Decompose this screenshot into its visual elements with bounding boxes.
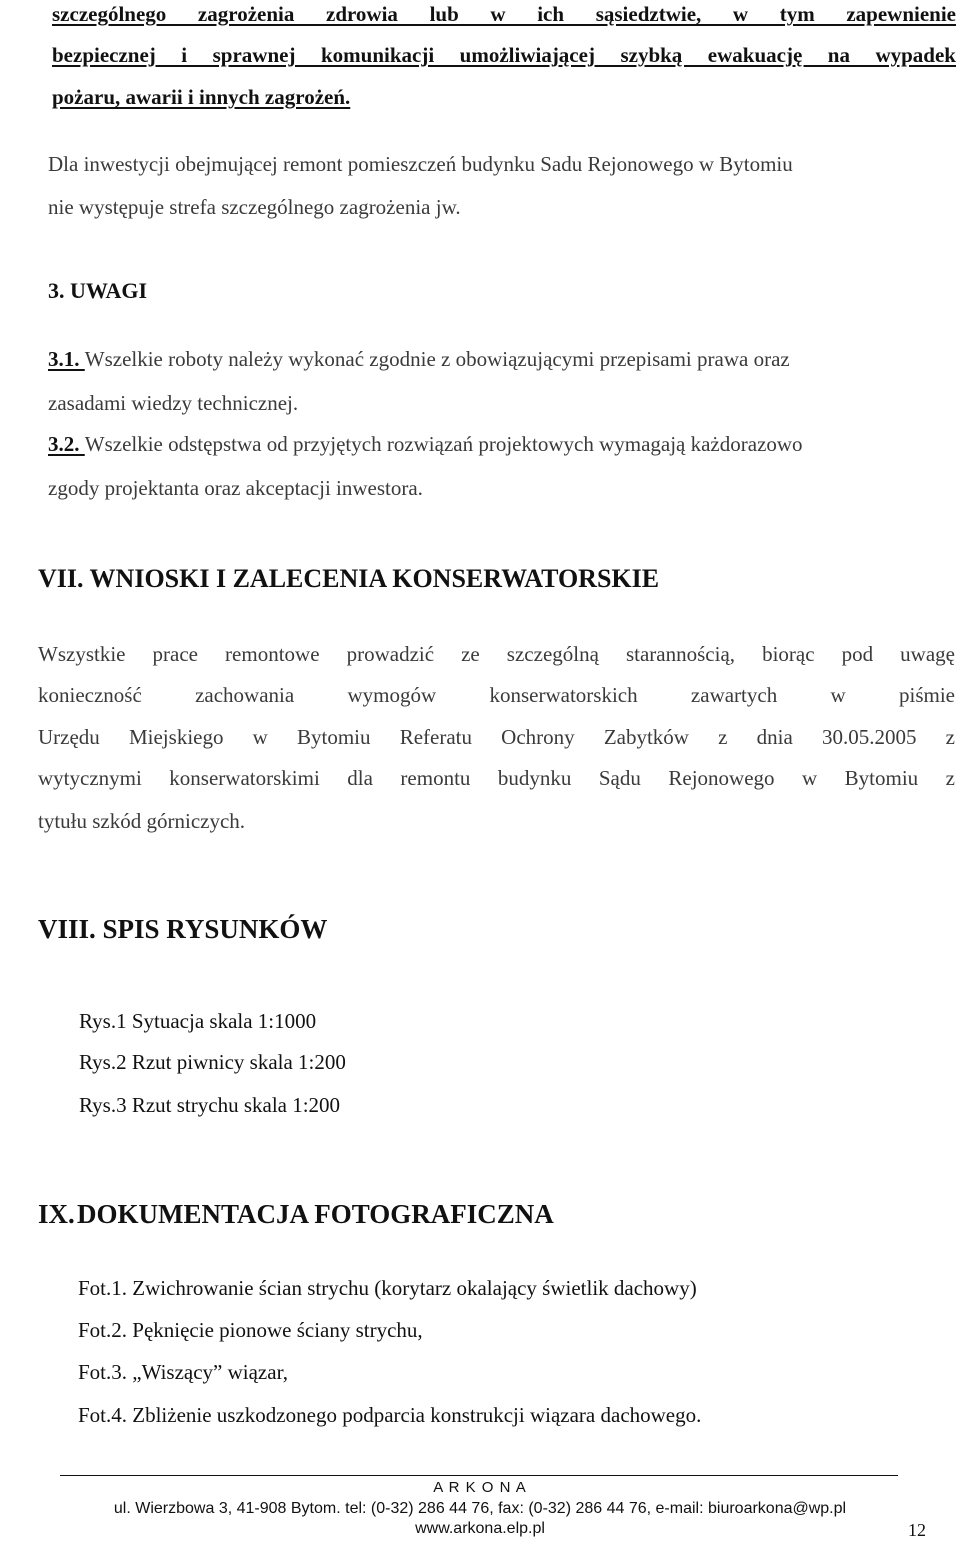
drawing-item-2: Rys.2 Rzut piwnicy skala 1:200 [79,1050,346,1074]
section-7-line-2: konieczność zachowania wymogów konserwatorskich zawartych w piśmie [38,683,955,707]
uwagi-item-1 [48,345,790,373]
section-7-line-5: tytułu szkód górniczych. [38,809,246,833]
section-9-number: IX. [38,1199,75,1229]
top-line-1: szczególnego zagrożenia zdrowia lub w ich sąsiedztwie, w tym zapewnienie [52,2,956,26]
section-7-line-3: Urzędu Miejskiego w Bytomiu Referatu Ochrony Zabytków z dnia 30.05.2005 z [38,725,955,749]
uwagi-heading: 3. UWAGI [48,278,148,303]
footer-address: ul. Wierzbowa 3, 41-908 Bytom. tel: (0-32) 286 44 76, fax: (0-32) 286 44 76, e-mail: biuroarkona@wp.pl [113,1500,847,1517]
top-line-2: bezpiecznej i sprawnej komunikacji umożliwiającej szybką ewakuację na wypadek [52,43,956,67]
footer-rule [60,1475,898,1476]
drawing-item-3: Rys.3 Rzut strychu skala 1:200 [79,1093,341,1117]
footer-website[interactable]: www.arkona.elp.pl [415,1520,545,1537]
uwagi-item-1-text: Wszelkie roboty należy wykonać zgodnie z obowiązującymi przepisami prawa oraz [84,347,790,371]
uwagi-item-1-cont: zasadami wiedzy technicznej. [48,391,299,415]
drawing-item-1: Rys.1 Sytuacja skala 1:1000 [79,1009,317,1033]
uwagi-item-1-number: 3.1. [48,347,80,371]
section-7-line-4: wytycznymi konserwatorskimi dla remontu budynku Sądu Rejonowego w Bytomiu z [38,766,955,790]
uwagi-item-2-cont: zgody projektanta oraz akceptacji inwestora. [48,476,423,500]
section-9-title: DOKUMENTACJA FOTOGRAFICZNA [77,1199,554,1229]
page-number: 12 [908,1520,926,1540]
uwagi-item-2-text: Wszelkie odstępstwa od przyjętych rozwiązań projektowych wymagają każdorazowo [84,432,803,456]
section-8-heading: VIII. SPIS RYSUNKÓW [38,914,328,944]
top-line-3: pożaru, awarii i innych zagrożeń. [52,85,351,109]
photo-item-1: Fot.1. Zwichrowanie ścian strychu (korytarz okalający świetlik dachowy) [78,1276,697,1300]
uwagi-item-2 [48,430,803,458]
section-7-line-1: Wszystkie prace remontowe prowadzić ze szczególną starannością, biorąc pod uwagę [38,642,955,666]
para-line-2: nie występuje strefa szczególnego zagrożenia jw. [48,195,461,219]
photo-item-3: Fot.3. „Wiszący” wiązar, [78,1360,288,1384]
photo-item-2: Fot.2. Pęknięcie pionowe ściany strychu, [78,1318,423,1342]
section-7-heading: VII. WNIOSKI I ZALECENIA KONSERWATORSKIE [38,564,660,593]
uwagi-item-2-number: 3.2. [48,432,80,456]
photo-item-4: Fot.4. Zbliżenie uszkodzonego podparcia konstrukcji wiązara dachowego. [78,1403,702,1427]
footer-company: A R K O N A [433,1479,527,1496]
para-line-1: Dla inwestycji obejmującej remont pomieszczeń budynku Sadu Rejonowego w Bytomiu [48,152,793,176]
